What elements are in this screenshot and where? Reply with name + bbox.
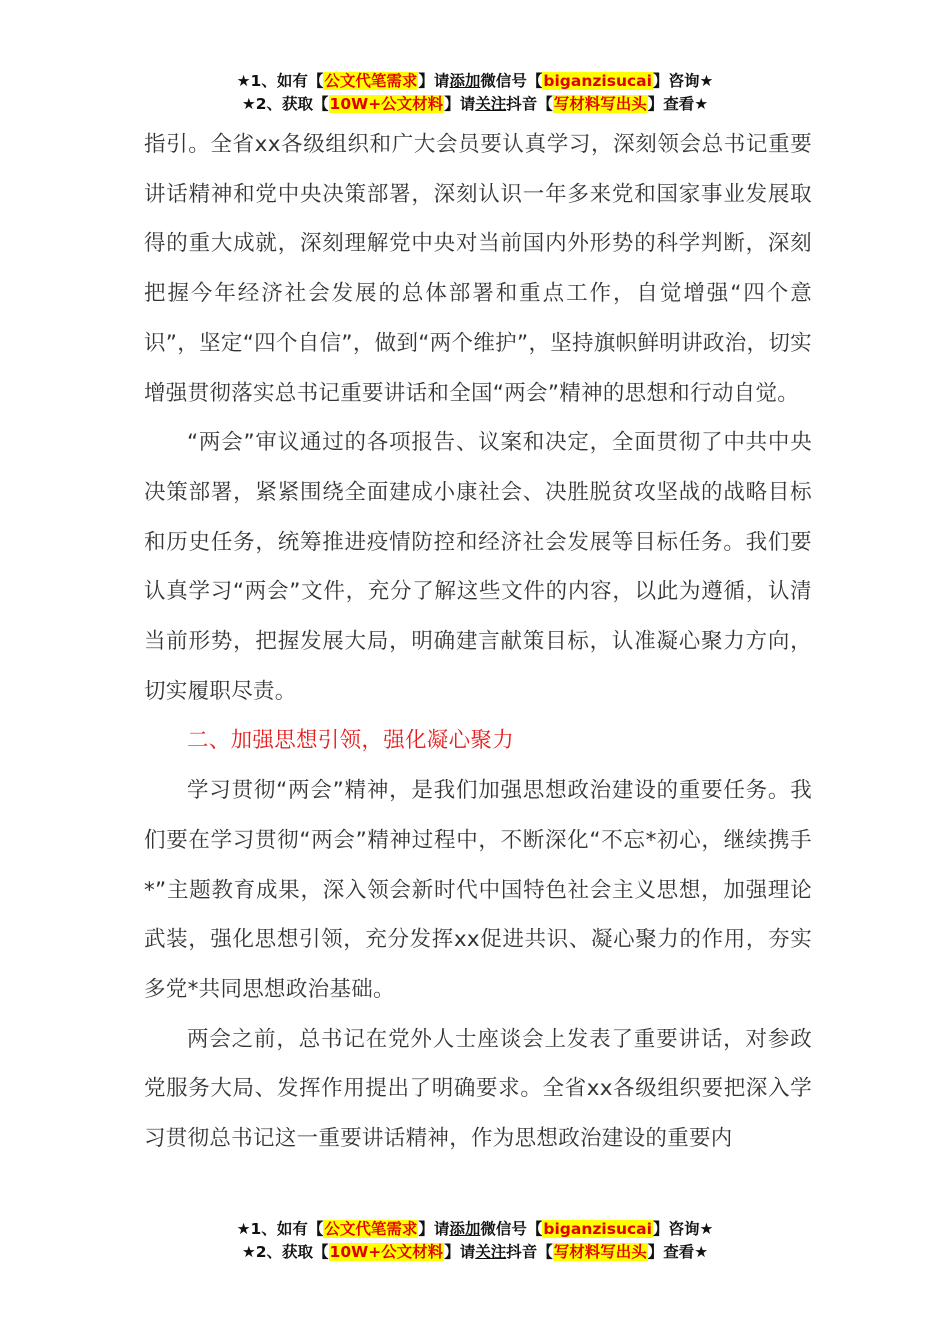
banner-text: ★2、获取【 bbox=[241, 1243, 329, 1261]
banner-text: 】请 bbox=[444, 1243, 476, 1261]
banner-text: 】请 bbox=[444, 95, 476, 113]
banner-text: ★2、获取【 bbox=[241, 95, 329, 113]
banner-text: 】咨询★ bbox=[652, 1220, 714, 1238]
footer-banner bbox=[0, 1218, 950, 1264]
underlined-follow: 关注 bbox=[475, 95, 507, 113]
paragraph-2: “两会”审议通过的各项报告、议案和决定，全面贯彻了中共中央决策部署，紧紧围绕全面建成小康社会、决胜脱贫攻坚战的战略目标和历史任务，统筹推进疫情防控和经济社会发展等目标任务。我们要认真学习“两会”文件，充分了解这些文件的内容，以此为遵循，认清当前形势，把握发展大局，明确建言献策目标，认准凝心聚力方向，切实履职尽责。 bbox=[144, 430, 812, 704]
underlined-add: 添加 bbox=[449, 72, 481, 90]
paragraph-1: 指引。全省xx各级组织和广大会员要认真学习，深刻领会总书记重要讲话精神和党中央决策部署，深刻认识一年多来党和国家事业发展取得的重大成就，深刻理解党中央对当前国内外形势的科学判断，深刻把握今年经济社会发展的总体部署和重点工作，自觉增强“四个意识”，坚定“四个自信”，做到“两个维护”，坚持旗帜鲜明讲政治，切实增强贯彻落实总书记重要讲话和全国“两会”精神的思想和行动自觉。 bbox=[144, 132, 812, 406]
banner-text: 】查看★ bbox=[647, 1243, 709, 1261]
underlined-add: 添加 bbox=[449, 1220, 481, 1238]
highlight-materials: 10W+公文材料 bbox=[329, 95, 444, 113]
header-banner bbox=[0, 70, 950, 116]
banner-text: 抖音【 bbox=[506, 95, 553, 113]
banner-line-1 bbox=[0, 1218, 950, 1241]
highlight-ghostwriting: 公文代笔需求 bbox=[324, 1220, 418, 1238]
underlined-follow: 关注 bbox=[475, 1243, 507, 1261]
highlight-wechat-id: biganzisucai bbox=[543, 1220, 652, 1238]
banner-text: 】咨询★ bbox=[652, 72, 714, 90]
highlight-wechat-id: biganzisucai bbox=[543, 72, 652, 90]
banner-text: 抖音【 bbox=[506, 1243, 553, 1261]
banner-text: ★1、如有【 bbox=[236, 72, 324, 90]
banner-text: 】请 bbox=[418, 1220, 450, 1238]
banner-line-2 bbox=[0, 1241, 950, 1264]
banner-line-1 bbox=[0, 70, 950, 93]
banner-text: 】查看★ bbox=[647, 95, 709, 113]
section-heading: 二、加强思想引领，强化凝心聚力 bbox=[187, 728, 515, 754]
banner-text: 】请 bbox=[418, 72, 450, 90]
paragraph-4: 两会之前，总书记在党外人士座谈会上发表了重要讲话，对参政党服务大局、发挥作用提出了明确要求。全省xx各级组织要把深入学习贯彻总书记这一重要讲话精神，作为思想政治建设的重要内 bbox=[144, 1026, 812, 1152]
highlight-ghostwriting: 公文代笔需求 bbox=[324, 72, 418, 90]
banner-line-2 bbox=[0, 93, 950, 116]
banner-text: 微信号【 bbox=[480, 72, 543, 90]
banner-text: 微信号【 bbox=[480, 1220, 543, 1238]
highlight-materials: 10W+公文材料 bbox=[329, 1243, 444, 1261]
highlight-douyin-account: 写材料写出头 bbox=[553, 1243, 647, 1261]
banner-text: ★1、如有【 bbox=[236, 1220, 324, 1238]
highlight-douyin-account: 写材料写出头 bbox=[553, 95, 647, 113]
paragraph-3: 学习贯彻“两会”精神，是我们加强思想政治建设的重要任务。我们要在学习贯彻“两会”精神过程中，不断深化“不忘*初心，继续携手*”主题教育成果，深入领会新时代中国特色社会主义思想，加强理论武装，强化思想引领，充分发挥xx促进共识、凝心聚力的作用，夯实多党*共同思想政治基础。 bbox=[144, 778, 812, 1002]
document-body bbox=[144, 120, 812, 1164]
